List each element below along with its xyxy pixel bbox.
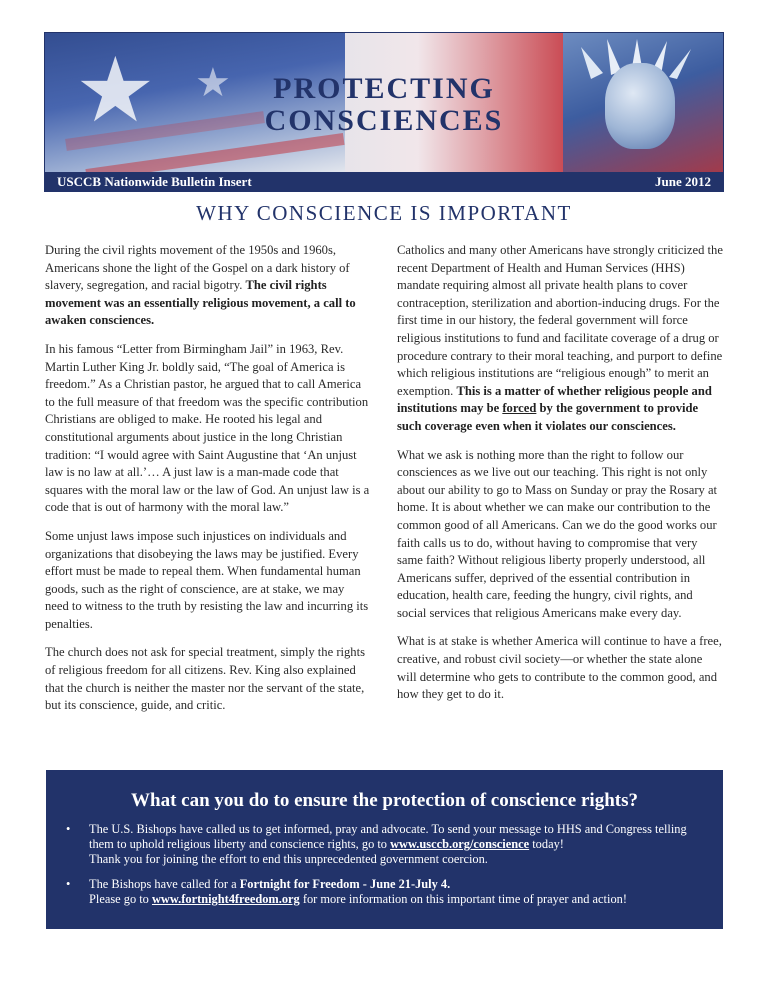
item-text: The U.S. Bishops have called us to get informed, pray and advocate. To send your message to HHS and Congress telling them to uphold religious liberty and conscience rights, go to [89,822,687,852]
item-text: today! [529,837,564,852]
list-item [66,877,706,907]
paragraph: Some unjust laws impose such injustices on individuals and organizations that disobeying the laws may be justified. Every effort must be made to repeal them. When fundamental human goods, such as the right of conscience, are at stake, we may need to witness to the truth by resisting the law and incurring its penalties. [45,528,369,631]
banner-title [45,73,723,137]
paragraph: What we ask is nothing more than the right to follow our consciences as we live out our teaching. This right is not only about our ability to go to Mass on Sunday or pray the Rosary at home. It is about whether we can make our contribution to the common good of all Americans. Can we do the good works our faith calls us to do, without having to compromise that very same faith? Without religious liberty properly understood, all Americans suffer, deprived of the essential contribution in education, health care, feeding the hungry, civil rights, and social services that religious Americans make every day. [397,447,718,620]
action-list [66,822,706,916]
paragraph-bold-text: by the government to provide such coverage even when it violates our consciences. [397,401,699,433]
fortnight-for-freedom-text: Fortnight for Freedom - June 21-July 4. [239,876,451,891]
section-headline: WHY CONSCIENCE IS IMPORTANT [196,201,572,225]
action-box-title: What can you do to ensure the protection of conscience rights? [131,790,638,811]
item-text: Thank you for joining the effort to end this unprecedented government coercion. [89,852,488,867]
issue-date: June 2012 [655,174,711,189]
item-text: The Bishops have called for a [89,876,240,891]
usccb-conscience-link[interactable]: www.usccb.org/conscience [390,837,530,852]
header-banner [44,32,724,192]
star-icon: ★ [195,60,231,105]
paragraph [45,242,371,330]
fortnight4freedom-link[interactable]: www.fortnight4freedom.org [151,891,300,906]
banner-band [45,172,723,191]
paragraph: In his famous “Letter from Birmingham Jail” in 1963, Rev. Martin Luther King Jr. boldly said, “The goal of America is freedom.” As a Christian pastor, he argued that to call America to the full measure of that freedom was the specific contribution Christians are obliged to make. He rooted his legal and constitutional arguments about justice in the long Christian tradition: “I would agree with Saint Augustine that ‘An unjust law is no law at all.’… A just law is a man-made code that squares with the moral law or the law of God. An unjust law is a code that is out of harmony with the moral law.” [45,341,370,515]
insert-label: USCCB Nationwide Bulletin Insert [57,174,252,189]
right-column [397,242,723,715]
left-column [45,242,371,726]
paragraph-bold-text: This is a matter of whether religious people and institutions may be [397,383,712,416]
star-icon: ★ [75,42,156,141]
paragraph: The church does not ask for special treatment, simply the rights of religious freedom for all citizens. Rev. King also explained that the church is neither the master nor the servant of the state, but its conscience, guide, and critic. [45,645,366,713]
paragraph-text: Catholics and many other Americans have strongly criticized the recent Department of Health and Human Services (HHS) mandate requiring almost all private health plans to cover contraception, sterilization and abortion-inducing drugs. For the first time in our history, the federal government will force religious institutions to fund and facilitate coverage of a drug or procedure contrary to their moral teaching, and purport to define which religious institutions are “religious enough” to merit an exemption. [397,243,723,398]
paragraph: What is at stake is whether America will continue to have a free, creative, and robust civil society—or whether the state alone will determine who gets to contribute to the common good, and how they get to do it. [397,634,722,702]
paragraph-text: During the civil rights movement of the 1950s and 1960s, Americans shone the light of the Gospel on a dark history of slavery, segregation, and racial bigotry. [45,243,350,293]
item-text: Please go to [89,891,152,906]
bullet-icon: • [66,822,71,836]
item-text: for more information on this important time of prayer and action! [299,891,627,906]
bullet-icon: • [66,876,71,891]
banner-title-line2: CONSCIENCES [264,104,504,137]
banner-title-line1: PROTECTING [273,72,495,105]
list-item [66,822,706,868]
paragraph-bold-text: The civil rights movement was an essentially religious movement, a call to awaken consciences. [45,278,356,328]
paragraph [397,242,723,436]
action-box [46,770,723,929]
emphasis-forced: forced [502,401,537,416]
